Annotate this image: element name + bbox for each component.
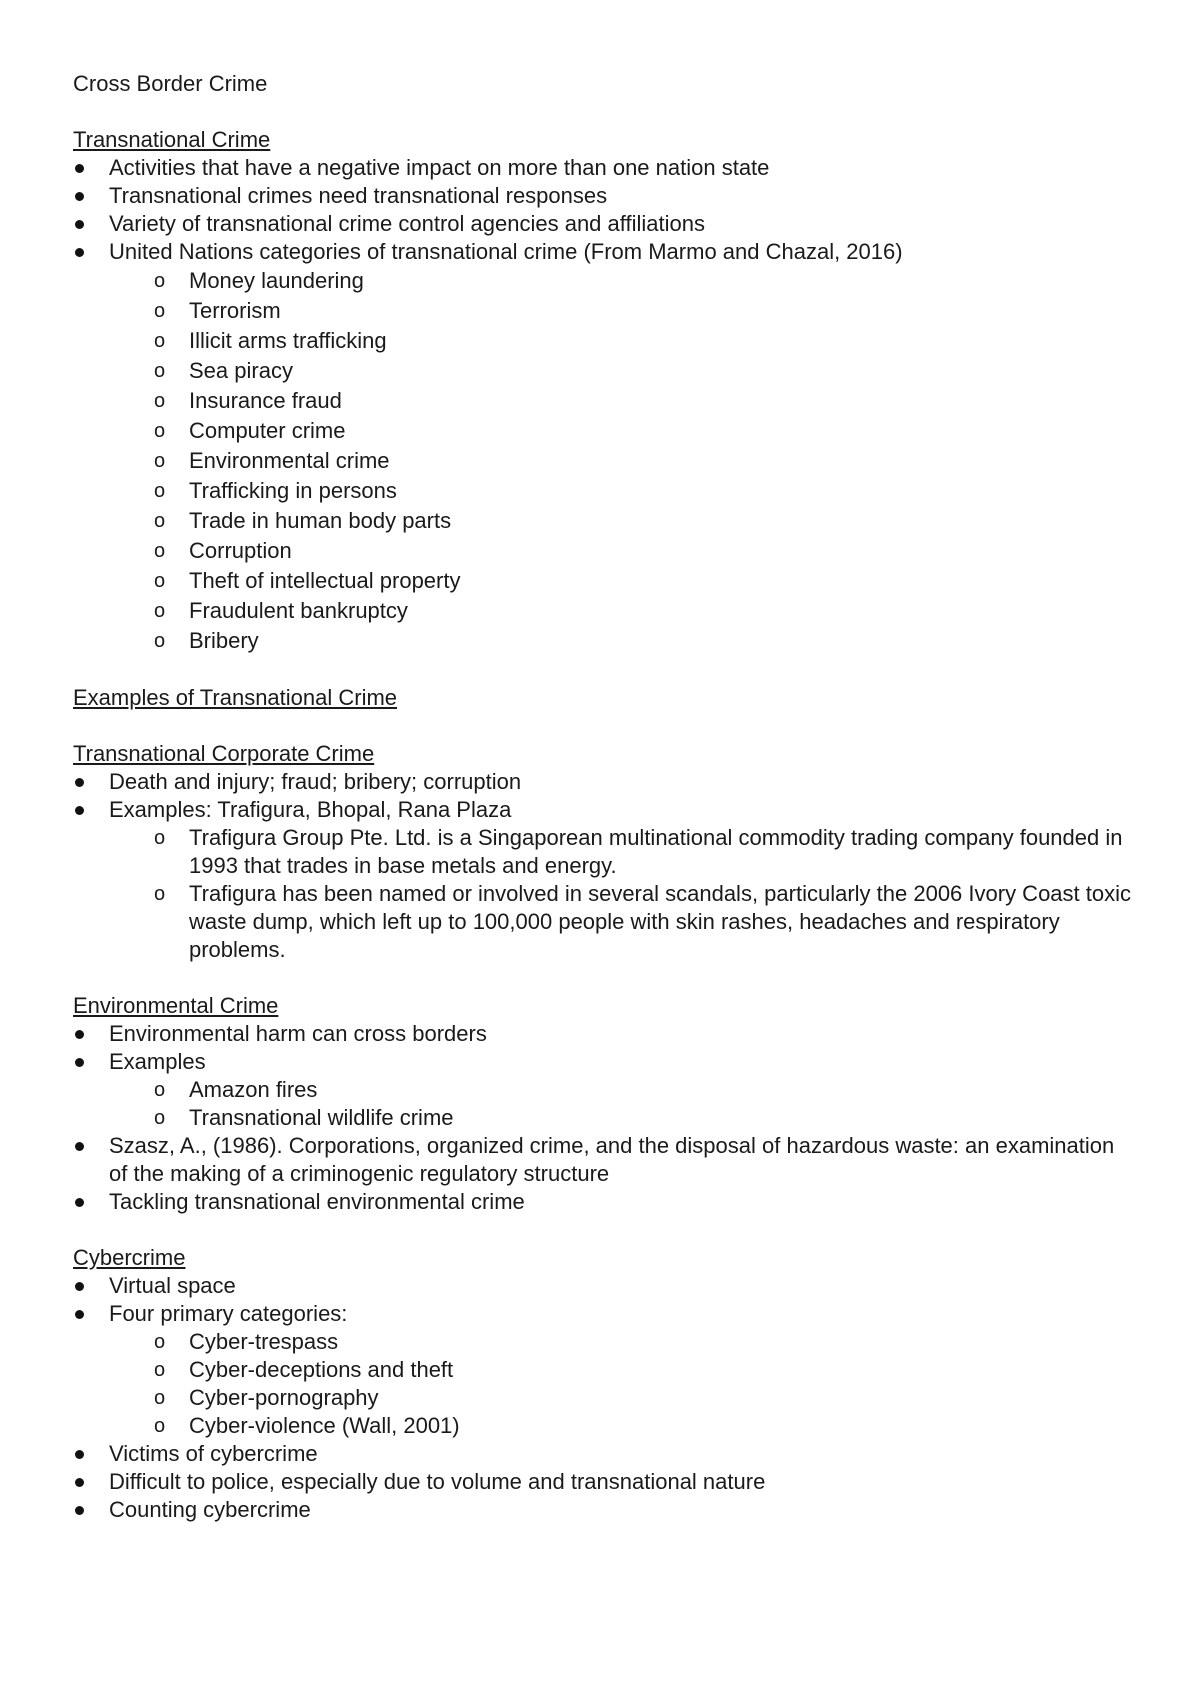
sub-list <box>109 824 1133 964</box>
sub-list-item: o Computer crime <box>109 416 1133 446</box>
section-heading: Transnational Crime <box>73 127 271 152</box>
sub-list-item: o Trade in human body parts <box>109 506 1133 536</box>
list-item: Examples: Trafigura, Bhopal, Rana Plaza o Trafigura Group Pte. Ltd. is a Singaporean multinational commodity trading company founded in 1993 that trades in base metals and energy. o Trafigura has been named or involved in several scandals, particularly the 2006 Ivory Coast toxic waste dump, which left up to 100,000 people with skin rashes, headaches and respiratory problems. <box>73 796 1133 964</box>
list-item: Death and injury; fraud; bribery; corruption <box>73 768 1133 796</box>
bullet-icon <box>75 1198 84 1207</box>
circle-bullet-icon: o <box>154 300 166 322</box>
list-item: Four primary categories: o Cyber-trespass o Cyber-deceptions and theft o Cyber-pornography o Cyber-violence (Wall, 2001) <box>73 1300 1133 1440</box>
circle-bullet-icon: o <box>154 270 166 292</box>
bullet-icon <box>75 1282 84 1291</box>
section-heading: Transnational Corporate Crime <box>73 741 375 766</box>
sub-list-item: o Corruption <box>109 536 1133 566</box>
list-item: Examples o Amazon fires o Transnational wildlife crime <box>73 1048 1133 1132</box>
list-item: Difficult to police, especially due to volume and transnational nature <box>73 1468 1133 1496</box>
section-corporate-crime <box>73 740 1133 964</box>
list-item: Victims of cybercrime <box>73 1440 1133 1468</box>
bullet-list <box>73 1272 1133 1524</box>
bullet-icon <box>75 220 84 229</box>
list-item: Transnational crimes need transnational responses <box>73 182 1133 210</box>
circle-bullet-icon: o <box>154 1415 166 1437</box>
section-heading-examples: Examples of Transnational Crime <box>73 685 398 710</box>
bullet-icon <box>75 1058 84 1067</box>
sub-list <box>109 1328 1133 1440</box>
circle-bullet-icon: o <box>154 570 166 592</box>
circle-bullet-icon: o <box>154 630 166 652</box>
document-page <box>73 70 1133 1552</box>
sub-list-item: o Amazon fires <box>154 1077 318 1102</box>
bullet-list <box>73 768 1133 964</box>
section-heading: Environmental Crime <box>73 993 279 1018</box>
section-environmental-crime <box>73 992 1133 1216</box>
sub-list-item: o Money laundering <box>109 266 1133 296</box>
circle-bullet-icon: o <box>154 450 166 472</box>
bullet-list <box>73 154 1133 656</box>
bullet-icon <box>75 778 84 787</box>
bullet-icon <box>75 1478 84 1487</box>
list-item: Counting cybercrime <box>73 1496 1133 1524</box>
bullet-icon <box>75 806 84 815</box>
bullet-icon <box>75 1506 84 1515</box>
circle-bullet-icon: o <box>154 1079 166 1101</box>
sub-list-item: o Trafigura Group Pte. Ltd. is a Singaporean multinational commodity trading company founded in 1993 that trades in base metals and energy. <box>154 825 1123 878</box>
bullet-icon <box>75 192 84 201</box>
list-item: Activities that have a negative impact on more than one nation state <box>73 154 1133 182</box>
circle-bullet-icon: o <box>154 390 166 412</box>
document-title: Cross Border Crime <box>73 71 268 96</box>
sub-list-item: o Theft of intellectual property <box>109 566 1133 596</box>
sub-list-item: o Cyber-violence (Wall, 2001) <box>154 1413 460 1438</box>
bullet-icon <box>75 248 84 257</box>
bullet-list <box>73 1020 1133 1216</box>
sub-list-item: o Cyber-trespass <box>154 1329 339 1354</box>
list-item: Tackling transnational environmental crime <box>73 1188 1133 1216</box>
circle-bullet-icon: o <box>154 510 166 532</box>
sub-list <box>109 1076 1133 1132</box>
bullet-icon <box>75 164 84 173</box>
bullet-icon <box>75 1450 84 1459</box>
circle-bullet-icon: o <box>154 600 166 622</box>
bullet-icon <box>75 1142 84 1151</box>
sub-list-item: o Transnational wildlife crime <box>154 1105 454 1130</box>
circle-bullet-icon: o <box>154 1331 166 1353</box>
circle-bullet-icon: o <box>154 480 166 502</box>
sub-list <box>109 266 1133 656</box>
sub-list-item: o Cyber-pornography <box>154 1385 379 1410</box>
list-item: Environmental harm can cross borders <box>73 1020 1133 1048</box>
section-heading: Cybercrime <box>73 1245 186 1270</box>
list-item: Virtual space <box>73 1272 1133 1300</box>
sub-list-item: o Trafficking in persons <box>109 476 1133 506</box>
list-item: United Nations categories of transnational crime (From Marmo and Chazal, 2016) o Money laundering o Terrorism o Illicit arms trafficking o Sea piracy o Insurance fraud o Computer crime o Environmental crime o Trafficking in persons o Trade in human body parts o Corruption o Theft of intellectual property o Fraudulent bankruptcy o Bribery <box>73 238 1133 656</box>
section-cybercrime <box>73 1244 1133 1524</box>
circle-bullet-icon: o <box>154 1107 166 1129</box>
sub-list-item: o Bribery <box>109 626 1133 656</box>
circle-bullet-icon: o <box>154 420 166 442</box>
sub-list-item: o Environmental crime <box>109 446 1133 476</box>
circle-bullet-icon: o <box>154 330 166 352</box>
list-item: Variety of transnational crime control agencies and affiliations <box>73 210 1133 238</box>
sub-list-item: o Trafigura has been named or involved in several scandals, particularly the 2006 Ivory Coast toxic waste dump, which left up to 100,000 people with skin rashes, headaches and respiratory problems. <box>154 881 1132 962</box>
sub-list-item: o Insurance fraud <box>109 386 1133 416</box>
bullet-icon <box>75 1030 84 1039</box>
sub-list-item: o Cyber-deceptions and theft <box>154 1357 454 1382</box>
bullet-icon <box>75 1310 84 1319</box>
list-item: Szasz, A., (1986). Corporations, organized crime, and the disposal of hazardous waste: an examination of the making of a criminogenic regulatory structure <box>73 1132 1133 1188</box>
circle-bullet-icon: o <box>154 1387 166 1409</box>
circle-bullet-icon: o <box>154 540 166 562</box>
circle-bullet-icon: o <box>154 827 166 849</box>
sub-list-item: o Illicit arms trafficking <box>109 326 1133 356</box>
sub-list-item: o Sea piracy <box>109 356 1133 386</box>
circle-bullet-icon: o <box>154 360 166 382</box>
section-transnational-crime <box>73 126 1133 656</box>
sub-list-item: o Fraudulent bankruptcy <box>109 596 1133 626</box>
circle-bullet-icon: o <box>154 1359 166 1381</box>
sub-list-item: o Terrorism <box>109 296 1133 326</box>
circle-bullet-icon: o <box>154 883 166 905</box>
